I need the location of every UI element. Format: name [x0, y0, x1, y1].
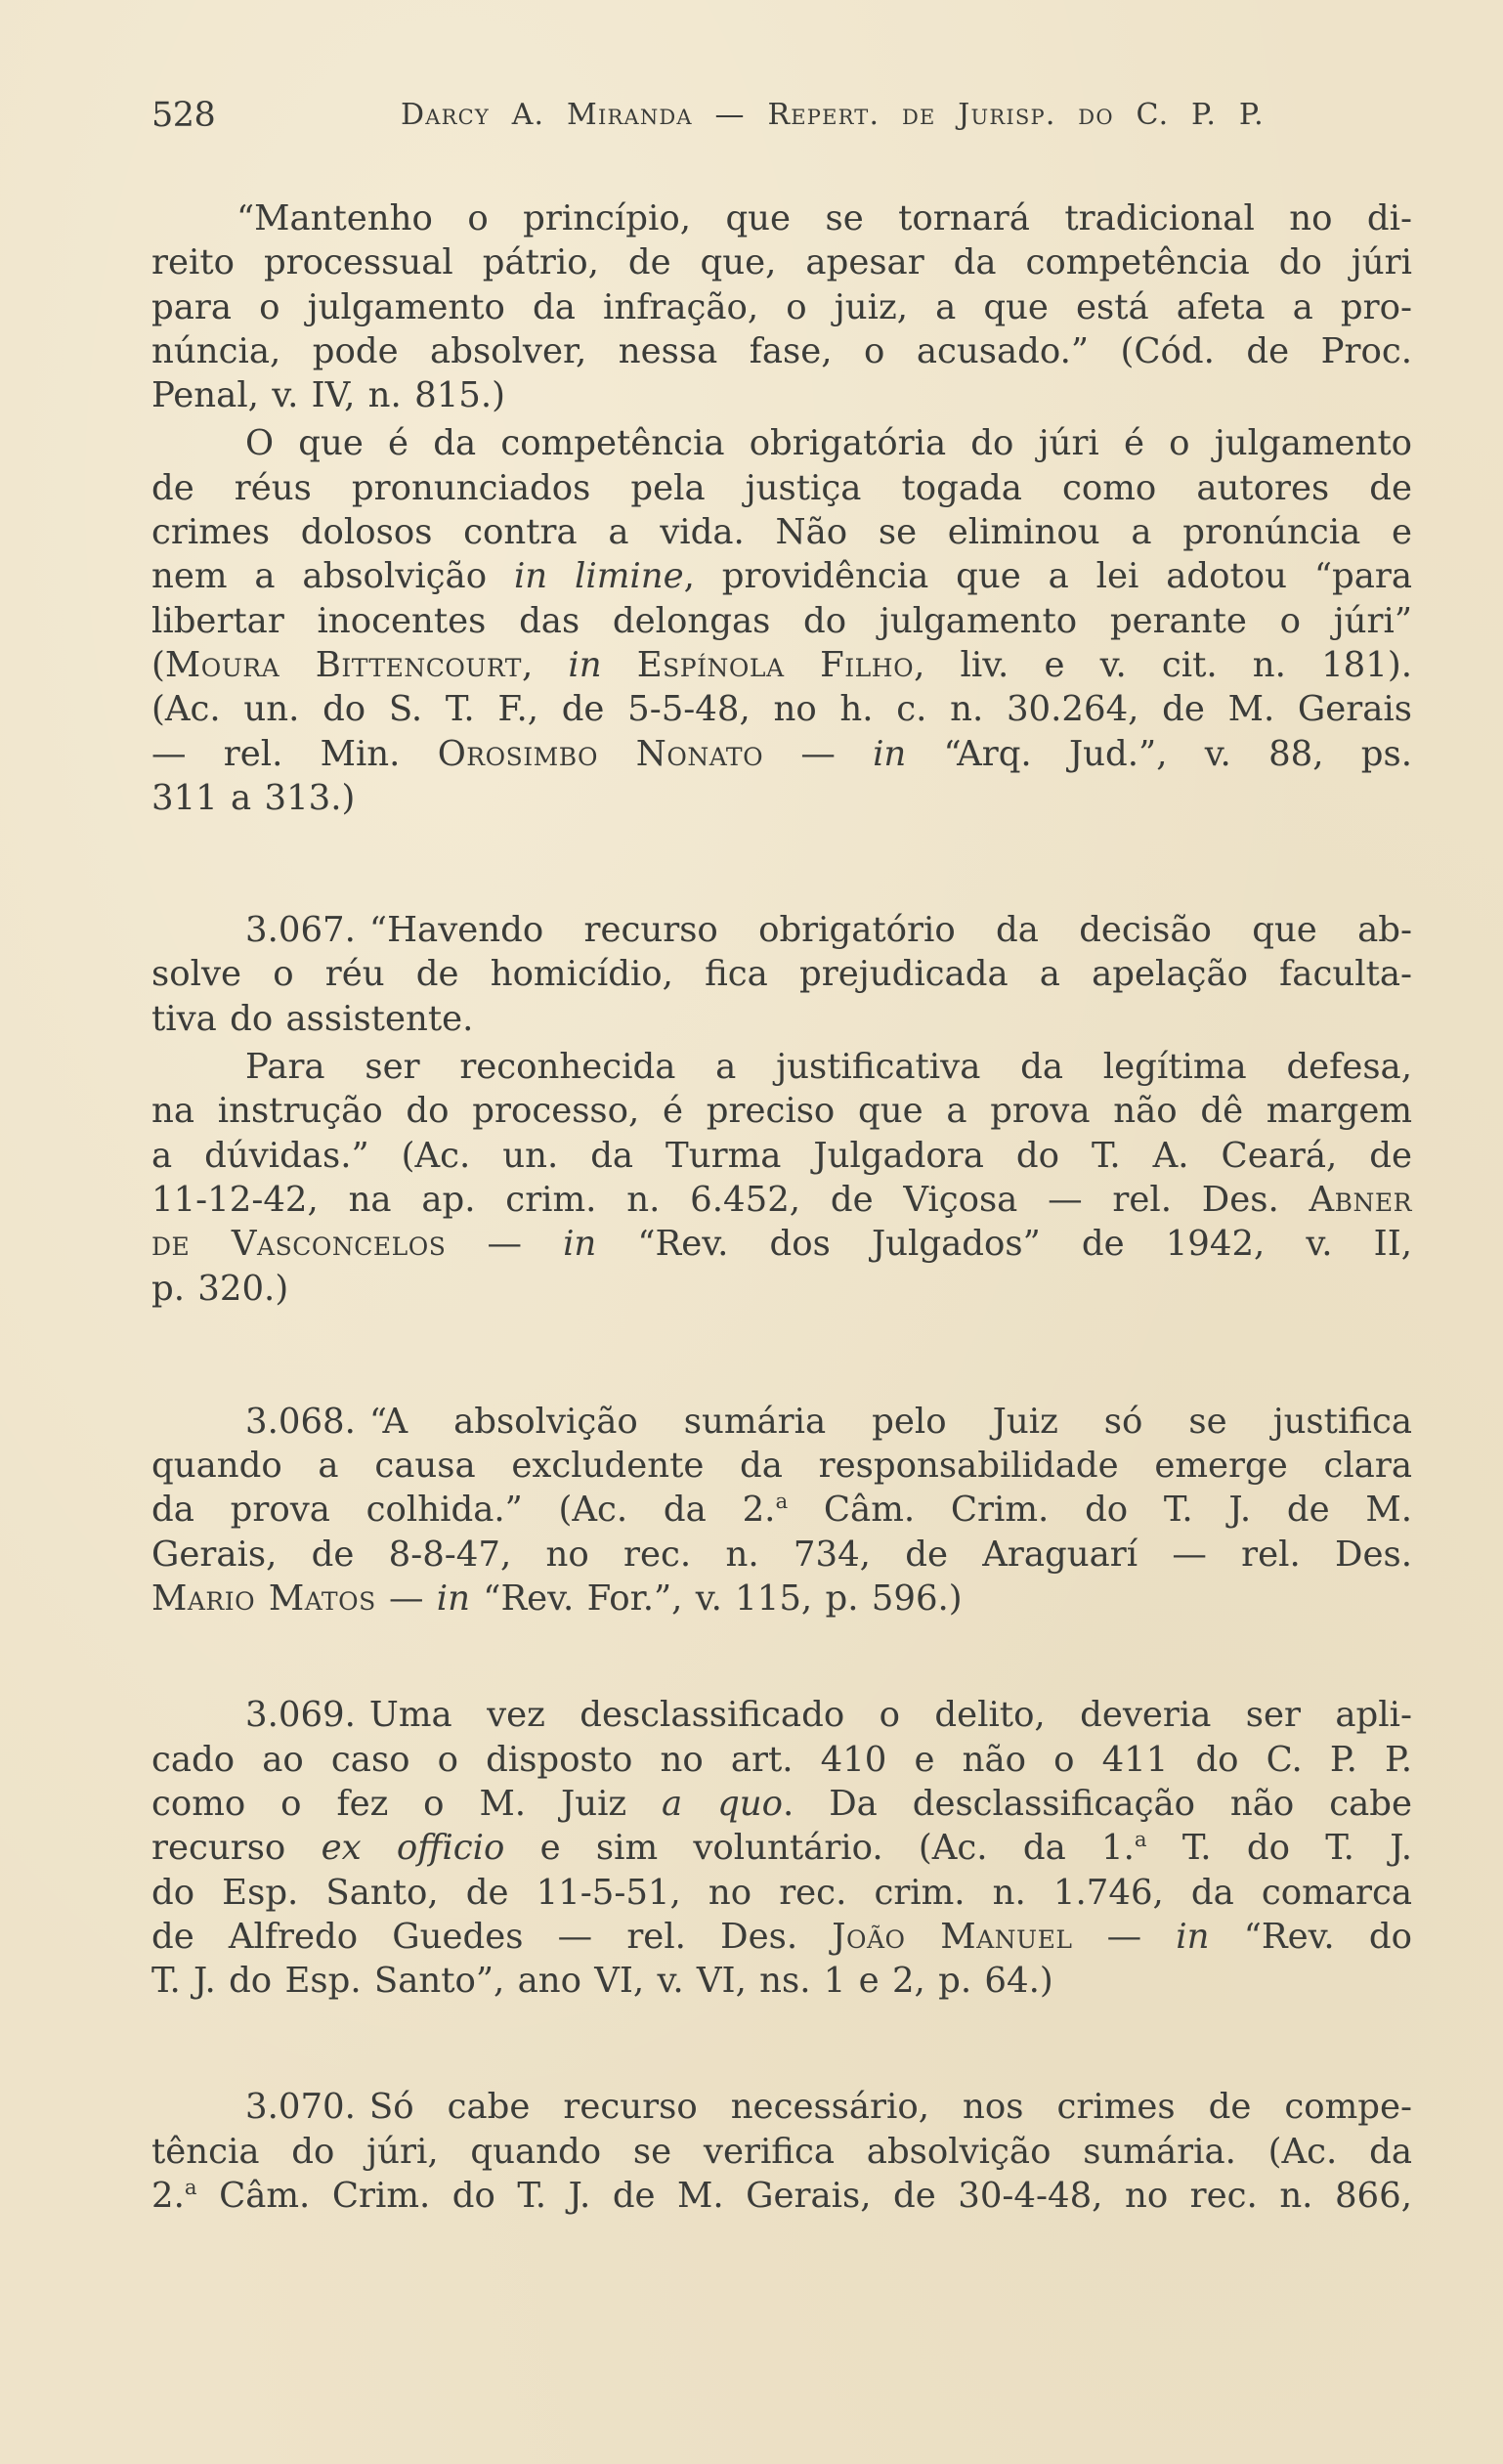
text-line [151, 1915, 1412, 1959]
text-run: O que é da competência obrigatória do júri é o julgamento [245, 423, 1412, 464]
entry-3067 [151, 908, 1412, 1311]
text-run: T. J. do Esp. Santo”, ano VI, v. VI, ns. 1 e 2, p. 64.) [151, 1961, 1053, 2002]
entry-3070 [151, 2085, 1412, 2218]
ordinal-superscript: a [184, 2176, 197, 2201]
text-line [151, 952, 1412, 996]
text-run: p. 320.) [151, 1268, 289, 1309]
running-title: Darcy A. Miranda — Repert. de Jurisp. do C. P. P. [401, 98, 1265, 132]
text-run: a dúvidas.” (Ac. un. da Turma Julgadora do T. A. Ceará, de [151, 1135, 1412, 1176]
text-line [151, 732, 1412, 776]
text-run: nem a absolvição [151, 556, 514, 597]
text-run: 2. [151, 2175, 185, 2216]
text-line [151, 687, 1412, 731]
text-run: tência do júri, quando se verifica absolvição sumária. (Ac. da [151, 2131, 1412, 2172]
text-line [151, 1533, 1412, 1577]
italic-text: in [436, 1578, 471, 1620]
entry-number: 3.069. [245, 1695, 356, 1736]
text-run: 311 a 313.) [151, 777, 356, 818]
text-run: . Da desclassificação não cabe [783, 1783, 1412, 1824]
text-run: — rel. Min. [151, 733, 438, 774]
text-run: e sim voluntário. (Ac. da 1. [504, 1828, 1135, 1869]
small-caps-name: Orosimbo Nonato [437, 733, 764, 774]
text-line [151, 1089, 1412, 1133]
text-run: Câm. Crim. do T. J. de M. Gerais, de 30-4-48, no rec. n. 866, [196, 2175, 1412, 2216]
text-line [151, 1267, 1412, 1311]
text-run: cado ao caso o disposto no art. 410 e não o 411 do C. P. P. [151, 1739, 1412, 1780]
text-line [151, 1400, 1412, 1444]
text-line [151, 1577, 1412, 1621]
text-line [151, 285, 1412, 329]
italic-text: in [563, 1224, 597, 1265]
paragraph [151, 196, 1412, 417]
text-line [151, 1959, 1412, 2003]
text-run [602, 645, 637, 685]
page-number: 528 [151, 96, 216, 135]
text-run: Penal, v. IV, n. 815.) [151, 375, 506, 416]
text-run: “Havendo recurso obrigatório da decisão que ab- [368, 910, 1412, 951]
small-caps-name: de Vasconcelos [151, 1224, 447, 1265]
text-line [151, 510, 1412, 554]
text-line [151, 1134, 1412, 1178]
italic-text: a quo [662, 1783, 784, 1824]
paragraph [151, 421, 1412, 820]
text-run: para o julgamento da infração, o juiz, a que está afeta a pro- [151, 286, 1412, 327]
text-run: tiva do assistente. [151, 998, 474, 1039]
text-run: reito processual pátrio, de que, apesar da competência do júri [151, 242, 1412, 283]
text-run: “Mantenho o princípio, que se tornará tradicional no di- [236, 198, 1412, 238]
text-run: núncia, pode absolver, nessa fase, o acusado.” (Cód. de Proc. [151, 330, 1412, 371]
text-run: , providência que a lei adotou “para [683, 556, 1412, 597]
text-line [151, 643, 1412, 687]
text-run: da prova colhida.” (Ac. da 2. [151, 1490, 776, 1531]
text-run: “Arq. Jud.”, v. 88, ps. [906, 733, 1412, 774]
text-run: Uma vez desclassificado o delito, deveria ser apli- [368, 1695, 1412, 1736]
text-line [151, 2130, 1412, 2174]
text-line [151, 1178, 1412, 1222]
text-run: “A absolvição sumária pelo Juiz só se justifica [368, 1401, 1412, 1442]
ordinal-superscript: a [775, 1490, 789, 1515]
text-run: , [521, 644, 569, 685]
text-run: — [375, 1578, 437, 1620]
text-line [151, 997, 1412, 1041]
text-line [151, 1693, 1412, 1737]
text-run: na instrução do processo, é preciso que a prova não dê margem [151, 1091, 1412, 1132]
small-caps-name: Mario Matos [151, 1578, 376, 1620]
text-run: crimes dolosos contra a vida. Não se eliminou a pronúncia e [151, 512, 1412, 553]
text-line [151, 373, 1412, 417]
paragraph [151, 908, 1412, 1041]
italic-text: ex officio [321, 1828, 505, 1869]
text-run: — [1072, 1916, 1177, 1957]
paragraph [151, 1400, 1412, 1621]
italic-text: in [568, 644, 602, 685]
text-run: Só cabe recurso necessário, nos crimes de compe- [368, 2087, 1412, 2128]
paragraph [151, 1693, 1412, 2003]
text-line [151, 1826, 1412, 1870]
entry-continuation [151, 196, 1412, 820]
small-caps-name: Espínola Filho [636, 644, 915, 685]
text-line [151, 1045, 1412, 1089]
small-caps-name: João Manuel [832, 1916, 1073, 1957]
text-run: “Rev. do [1209, 1916, 1412, 1957]
text-run: de Alfredo Guedes — rel. Des. [151, 1916, 833, 1957]
body-text [151, 196, 1412, 2218]
text-run: Para ser reconhecida a justificativa da legítima defesa, [245, 1047, 1412, 1088]
text-run: T. do T. J. [1146, 1828, 1412, 1869]
text-run: “Rev. dos Julgados” de 1942, v. II, [596, 1224, 1413, 1265]
text-run: solve o réu de homicídio, fica prejudicada a apelação faculta- [151, 954, 1412, 995]
text-line [151, 1782, 1412, 1826]
text-line [151, 240, 1412, 284]
text-run: quando a causa excludente da responsabilidade emerge clara [151, 1446, 1412, 1487]
text-line [151, 1444, 1412, 1488]
italic-text: in [873, 733, 907, 774]
text-run: ( [151, 644, 165, 685]
running-head [151, 94, 1412, 137]
text-run: Câm. Crim. do T. J. de M. [788, 1490, 1412, 1531]
text-line [151, 1871, 1412, 1915]
text-line [151, 2174, 1412, 2218]
text-line [151, 554, 1412, 598]
text-line [151, 329, 1412, 373]
small-caps-name: Moura Bittencourt [164, 644, 522, 685]
text-line [151, 1488, 1412, 1532]
text-run: Gerais, de 8-8-47, no rec. n. 734, de Araguarí — rel. Des. [151, 1534, 1412, 1575]
text-run: “Rev. For.”, v. 115, p. 596.) [470, 1578, 963, 1620]
text-run: — [763, 733, 874, 774]
entry-number: 3.068. [245, 1401, 356, 1442]
text-line [151, 2085, 1412, 2129]
text-line [151, 908, 1412, 952]
text-line [151, 599, 1412, 643]
text-run: , liv. e v. cit. n. 181). [914, 644, 1412, 685]
ordinal-superscript: a [1134, 1828, 1147, 1853]
text-line [151, 1738, 1412, 1782]
entry-number: 3.067. [245, 910, 356, 951]
paragraph [151, 1045, 1412, 1311]
entry-3069 [151, 1693, 1412, 2003]
text-run: como o fez o M. Juiz [151, 1783, 663, 1824]
text-line [151, 466, 1412, 510]
text-line [151, 421, 1412, 465]
text-run: — [446, 1224, 564, 1265]
text-run: 11-12-42, na ap. crim. n. 6.452, de Viçosa — rel. Des. [151, 1179, 1310, 1220]
italic-text: in [1176, 1916, 1210, 1957]
entry-3068 [151, 1400, 1412, 1621]
text-line [151, 196, 1412, 240]
italic-text: in limine [513, 556, 684, 597]
text-line [151, 1222, 1412, 1266]
text-line [151, 776, 1412, 820]
text-run: (Ac. un. do S. T. F., de 5-5-48, no h. c. n. 30.264, de M. Gerais [151, 689, 1412, 730]
entry-number: 3.070. [245, 2087, 356, 2128]
text-run: recurso [151, 1828, 322, 1869]
paragraph [151, 2085, 1412, 2218]
text-run: libertar inocentes das delongas do julgamento perante o júri” [151, 600, 1412, 641]
text-run: do Esp. Santo, de 11-5-51, no rec. crim. n. 1.746, da comarca [151, 1872, 1412, 1913]
text-run: de réus pronunciados pela justiça togada como autores de [151, 467, 1412, 508]
small-caps-name: Abner [1309, 1179, 1412, 1220]
